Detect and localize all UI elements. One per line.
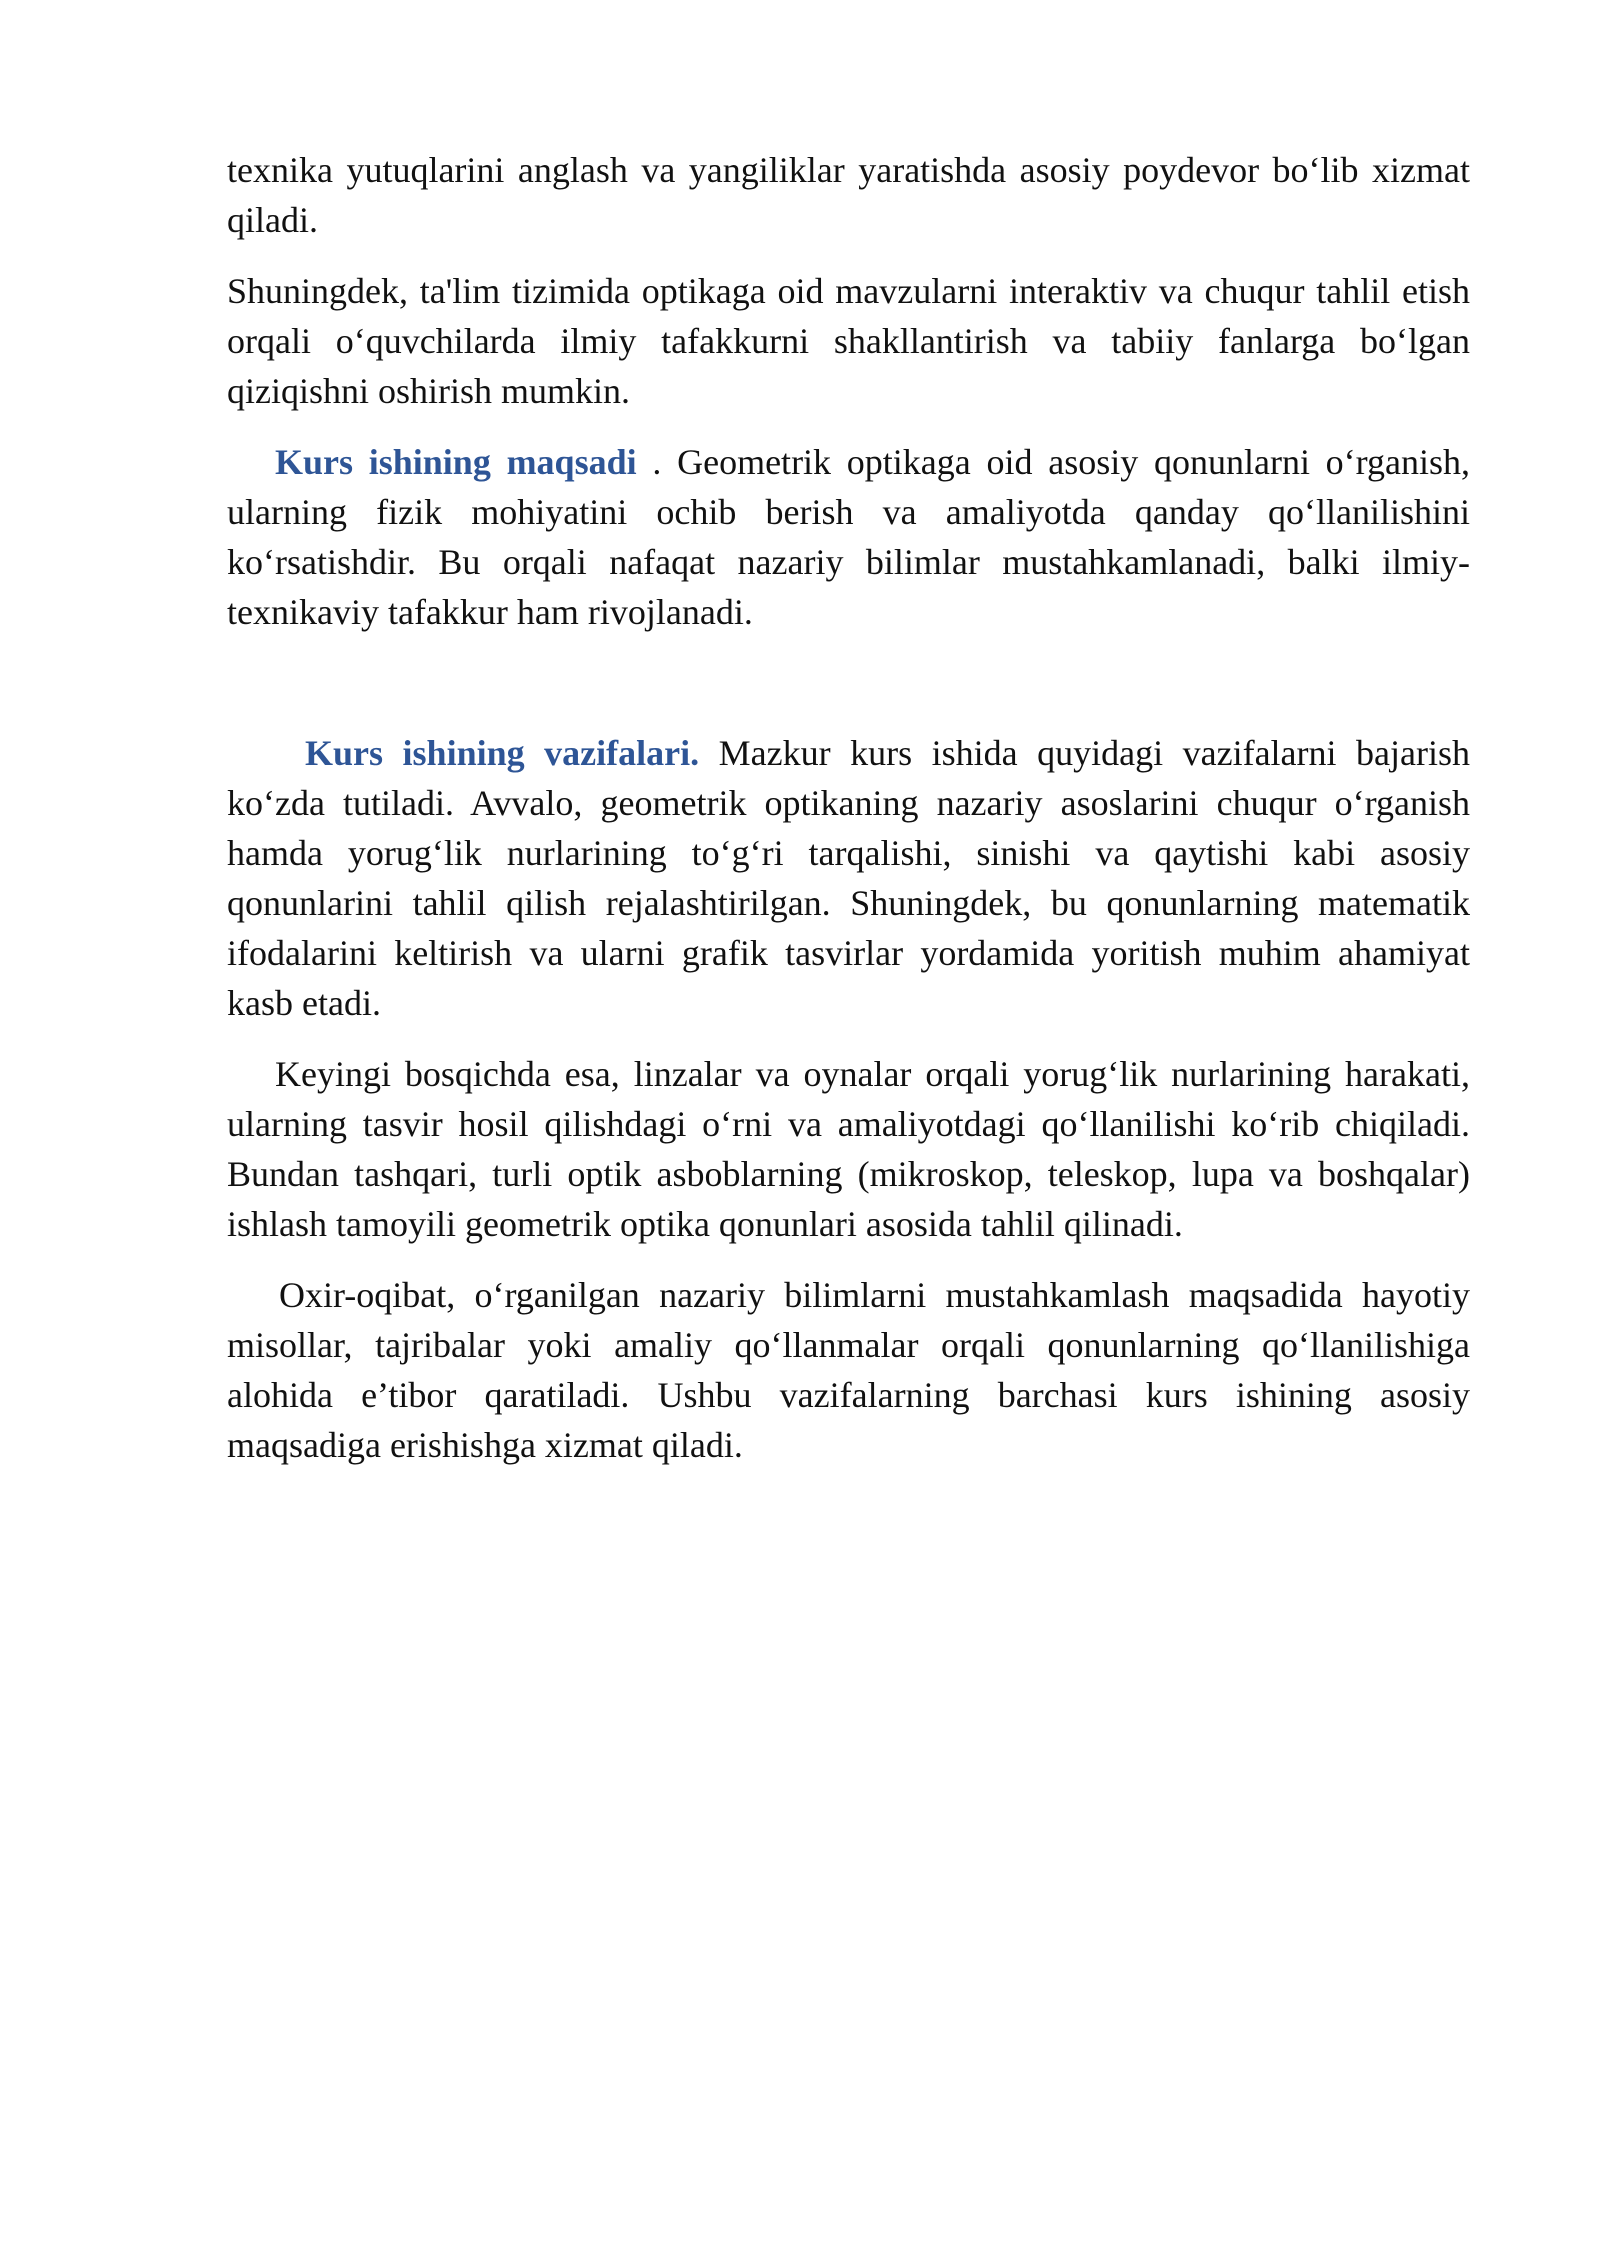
document-page <box>227 145 1470 1470</box>
course-tasks-text: Mazkur kurs ishida quyidagi vazifalarni bajarish ko‘zda tutiladi. Avvalo, geometrik optikaning nazariy asoslarini chuqur o‘rganish hamda yorug‘lik nurlarining to‘g‘ri tarqalishi, sinishi va qaytishi kabi asosiy qonunlarini tahlil qilish rejalashtirilgan. Shuningdek, bu qonunlarning matematik ifodalarini keltirish va ularni grafik tasvirlar yordamida yoritish muhim ahamiyat kasb etadi. <box>227 733 1470 1023</box>
paragraph-course-goal <box>227 437 1470 637</box>
paragraph-conclusion: Oxir-oqibat, o‘rganilgan nazariy bilimlarni mustahkamlash maqsadida hayotiy misollar, tajribalar yoki amaliy qo‘llanmalar orqali qonunlarning qo‘llanilishiga alohida e’tibor qaratiladi. Ushbu vazifalarning barchasi kurs ishining asosiy maqsadiga erishishga xizmat qiladi. <box>227 1275 1470 1465</box>
paragraph-course-tasks <box>227 728 1470 1028</box>
paragraph-education: Shuningdek, ta'lim tizimida optikaga oid mavzularni interaktiv va chuqur tahlil etish orqali o‘quvchilarda ilmiy tafakkurni shakllantirish va tabiiy fanlarga bo‘lgan qiziqishni oshirish mumkin. <box>227 271 1470 411</box>
paragraph-gap <box>227 637 1470 728</box>
paragraph-intro-continuation: texnika yutuqlarini anglash va yangiliklar yaratishda asosiy poydevor bo‘lib xizmat qiladi. <box>227 150 1470 240</box>
course-goal-heading: Kurs ishining maqsadi <box>275 442 637 482</box>
course-goal-text: . Geometrik optikaga oid asosiy qonunlarni o‘rganish, ularning fizik mohiyatini ochib berish va amaliyotda qanday qo‘llanilishini ko‘rsatishdir. Bu orqali nafaqat nazariy bilimlar mustahkamlanadi, balki ilmiy-texnikaviy tafakkur ham rivojlanadi. <box>227 442 1471 632</box>
paragraph-next-stage: Keyingi bosqichda esa, linzalar va oynalar orqali yorug‘lik nurlarining harakati, ularning tasvir hosil qilishdagi o‘rni va amaliyotdagi qo‘llanilishi ko‘rib chiqiladi. Bundan tashqari, turli optik asboblarning (mikroskop, teleskop, lupa va boshqalar) ishlash tamoyili geometrik optika qonunlari asosida tahlil qilinadi. <box>227 1054 1470 1244</box>
course-tasks-heading: Kurs ishining vazifalari. <box>305 733 700 773</box>
